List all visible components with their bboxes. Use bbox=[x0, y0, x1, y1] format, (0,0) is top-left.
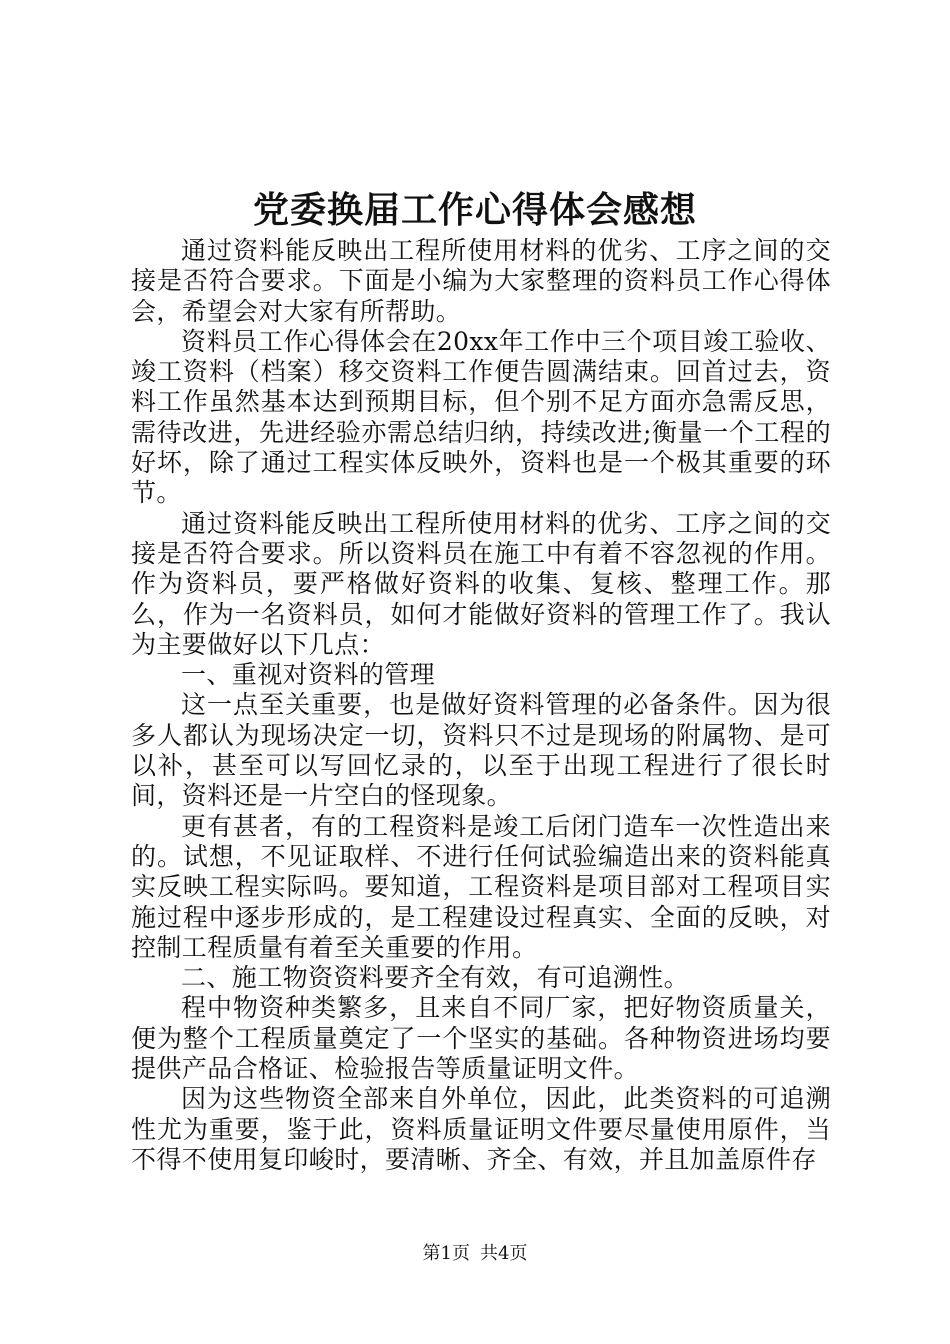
paragraph: 通过资料能反映出工程所使用材料的优劣、工序之间的交接是否符合要求。所以资料员在施工中有着不容忽视的作用。作为资料员，要严格做好资料的收集、复核、整理工作。那么，作为一名资料员，如何才能做好资料的管理工作了。我认为主要做好以下几点： bbox=[131, 508, 831, 659]
document-body bbox=[131, 236, 831, 1175]
paragraph: 因为这些物资全部来自外单位，因此，此类资料的可追溯性尤为重要，鉴于此，资料质量证明文件要尽量使用原件，当不得不使用复印峻时，要清晰、齐全、有效，并且加盖原件存 bbox=[131, 1084, 831, 1174]
page-total: 共4页 bbox=[480, 1243, 528, 1264]
paragraph: 资料员工作心得体会在20xx年工作中三个项目竣工验收、竣工资料（档案）移交资料工作便告圆满结束。回首过去，资料工作虽然基本达到预期目标，但个别不足方面亦急需反思，需待改进，先进经验亦需总结归纳，持续改进;衡量一个工程的好坏，除了通过工程实体反映外，资料也是一个极其重要的环节。 bbox=[131, 326, 831, 508]
paragraph: 这一点至关重要，也是做好资料管理的必备条件。因为很多人都认为现场决定一切，资料只不过是现场的附属物、是可以补，甚至可以写回忆录的，以至于出现工程进行了很长时间，资料还是一片空白的怪现象。 bbox=[131, 690, 831, 811]
paragraph: 更有甚者，有的工程资料是竣工后闭门造车一次性造出来的。试想，不见证取样、不进行任何试验编造出来的资料能真实反映工程实际吗。要知道，工程资料是项目部对工程项目实施过程中逐步形成的，是工程建设过程真实、全面的反映，对控制工程质量有着至关重要的作用。 bbox=[131, 811, 831, 962]
page-number: 第1页 bbox=[422, 1243, 470, 1264]
paragraph: 通过资料能反映出工程所使用材料的优劣、工序之间的交接是否符合要求。下面是小编为大家整理的资料员工作心得体会，希望会对大家有所帮助。 bbox=[131, 236, 831, 326]
page-footer bbox=[0, 1243, 950, 1265]
paragraph: 程中物资种类繁多，且来自不同厂家，把好物资质量关，便为整个工程质量奠定了一个坚实的基础。各种物资进场均要提供产品合格证、检验报告等质量证明文件。 bbox=[131, 993, 831, 1084]
section-heading: 二、施工物资资料要齐全有效，有可追溯性。 bbox=[181, 963, 690, 993]
document-title: 党委换届工作心得体会感想 bbox=[252, 189, 697, 231]
section-heading: 一、重视对资料的管理 bbox=[181, 660, 436, 690]
